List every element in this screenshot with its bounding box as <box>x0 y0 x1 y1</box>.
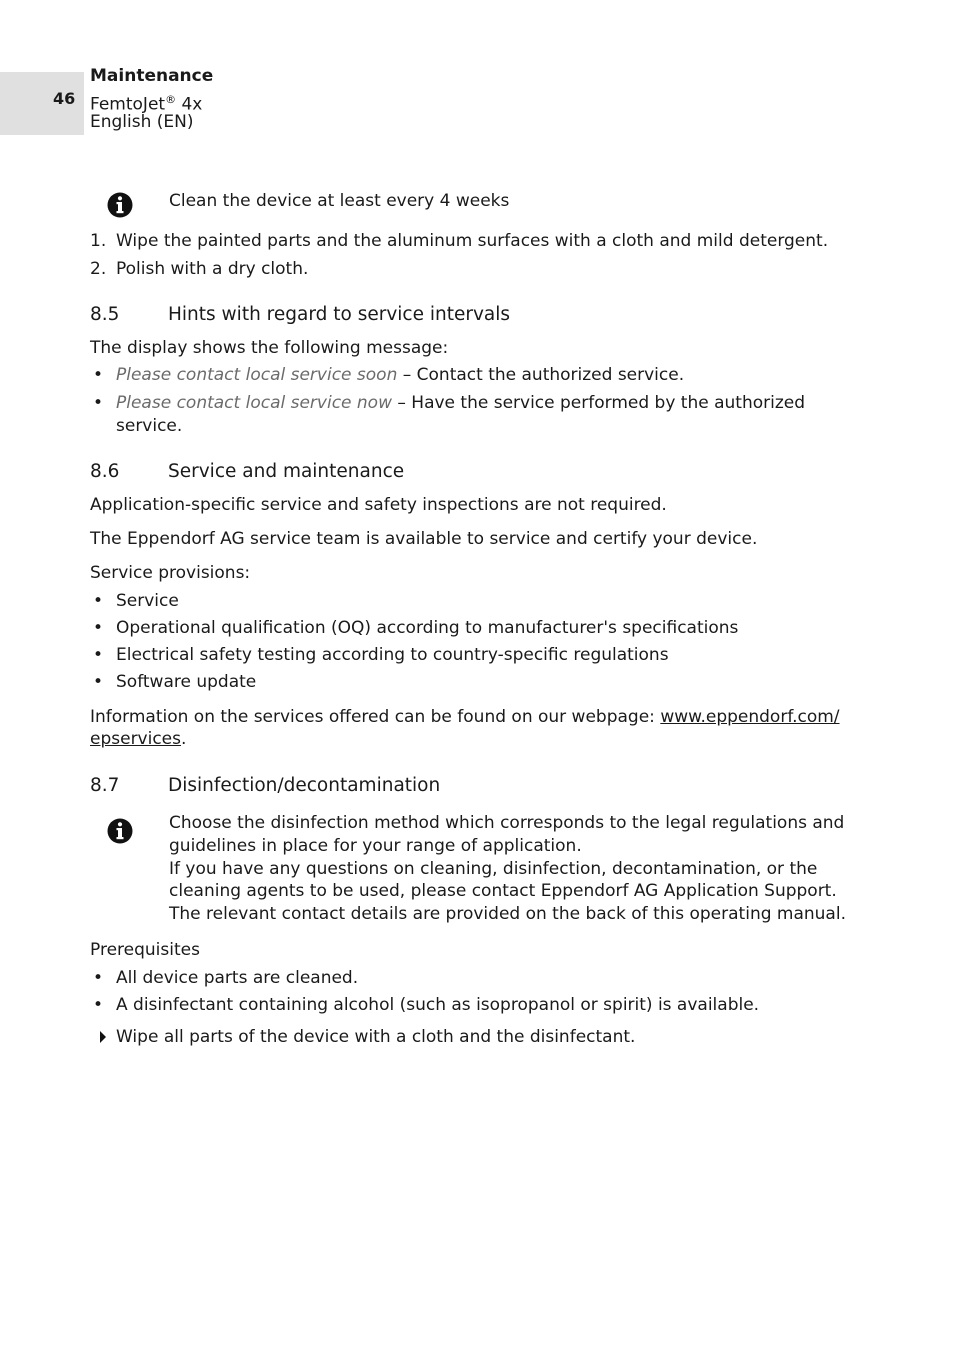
step-text: Wipe the painted parts and the aluminum surfaces with a cloth and mild detergent. <box>116 231 829 251</box>
step-number: 1. <box>90 231 107 251</box>
info-note: Choose the disinfection method which corresponds to the legal regulations and guidelines in place for your range of application. If you have any questions on cleaning, disinfection, decontamination, or the cleaning agents to be used, please contact Eppendorf AG Application Support. The relevant contact details are provided on the back of this operating manual. <box>169 813 846 925</box>
paragraph: The display shows the following message: <box>90 338 449 358</box>
list-item: Service <box>116 591 179 611</box>
list-item: Software update <box>116 672 257 692</box>
webpage-link[interactable]: www.eppendorf.com/ <box>660 707 840 727</box>
section-title: Service and maintenance <box>168 461 405 482</box>
bullet: • <box>93 618 104 638</box>
arrow-right-icon <box>99 1030 107 1044</box>
webpage-link[interactable]: epservices <box>90 729 182 749</box>
list-item: Electrical safety testing according to country-specific regulations <box>116 645 669 665</box>
bullet: • <box>93 645 104 665</box>
list-item: Operational qualification (OQ) according to manufacturer's specifications <box>116 618 739 638</box>
section-number: 8.5 <box>90 304 120 325</box>
section-title: Hints with regard to service intervals <box>168 304 511 325</box>
step-text: Polish with a dry cloth. <box>116 259 309 279</box>
list-item: Please contact local service soon – Contact the authorized service. <box>116 365 685 385</box>
section-number: 8.6 <box>90 461 120 482</box>
paragraph: epservices. <box>90 729 187 749</box>
bullet: • <box>93 968 104 988</box>
paragraph: The Eppendorf AG service team is available to service and certify your device. <box>90 529 758 549</box>
bullet: • <box>93 672 104 692</box>
paragraph: Prerequisites <box>90 940 200 960</box>
list-item-continuation: service. <box>116 416 183 436</box>
paragraph: Application-specific service and safety inspections are not required. <box>90 495 667 515</box>
language-label: English (EN) <box>90 112 194 132</box>
paragraph: Information on the services offered can be found on our webpage: www.eppendorf.com/ <box>90 707 840 727</box>
page-number: 46 <box>53 89 76 108</box>
bullet: • <box>93 591 104 611</box>
list-item: Please contact local service now – Have the service performed by the authorized <box>116 393 806 413</box>
bullet: • <box>93 393 104 413</box>
chapter-title: Maintenance <box>90 66 214 86</box>
display-message: Please contact local service now <box>116 393 392 413</box>
bullet: • <box>93 995 104 1015</box>
list-item: All device parts are cleaned. <box>116 968 359 988</box>
info-icon <box>107 192 133 218</box>
product-name: FemtoJet® 4x <box>90 93 203 115</box>
info-icon <box>107 818 133 844</box>
section-number: 8.7 <box>90 775 120 796</box>
paragraph: Service provisions: <box>90 563 251 583</box>
step-number: 2. <box>90 259 107 279</box>
display-message: Please contact local service soon <box>116 365 398 385</box>
list-item: A disinfectant containing alcohol (such as isopropanol or spirit) is available. <box>116 995 760 1015</box>
info-note: Clean the device at least every 4 weeks <box>169 191 510 211</box>
action-step: Wipe all parts of the device with a cloth and the disinfectant. <box>116 1027 636 1047</box>
bullet: • <box>93 365 104 385</box>
section-title: Disinfection/decontamination <box>168 775 441 796</box>
